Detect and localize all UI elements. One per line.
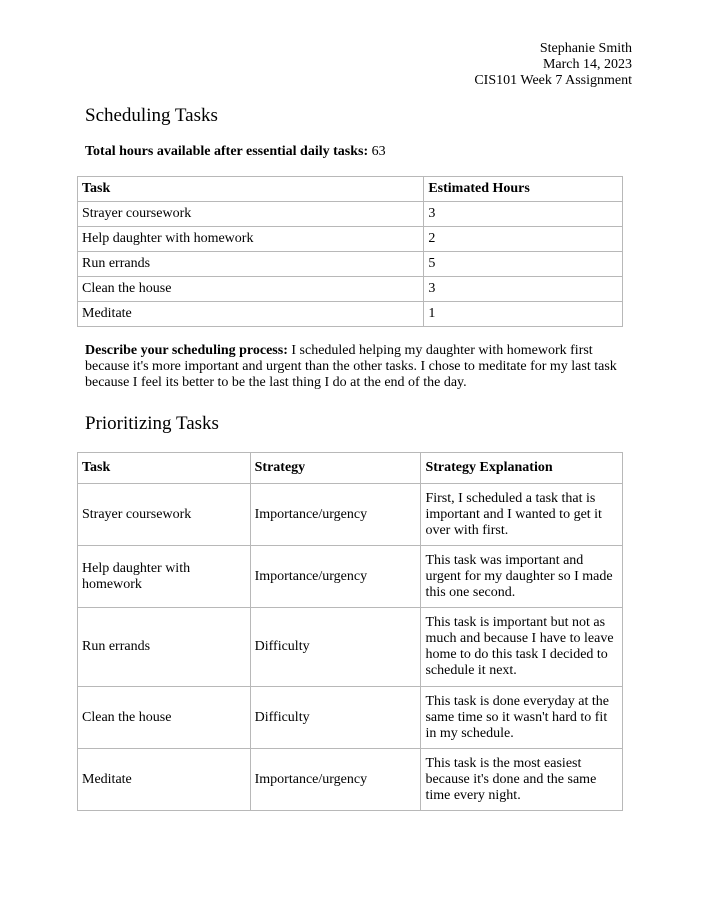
table-row [78,546,623,608]
document-header [474,41,632,89]
hours-value: 63 [371,144,386,159]
task-cell: Run errands [78,252,424,277]
table-row [78,252,623,277]
process-label: Describe your scheduling process: [85,343,288,358]
table-row [78,749,623,811]
task-cell: Strayer coursework [78,202,424,227]
task-cell: Strayer coursework [78,484,251,546]
hours-available [85,144,625,160]
hours-cell: 2 [424,227,623,252]
header-cell: Task [78,453,251,484]
author-name: Stephanie Smith [539,41,632,56]
explanation-cell: This task is important but not as much and because I have to leave home to do this task I decided to schedule it next. [421,608,623,687]
hours-cell: 1 [424,302,623,327]
strategy-cell: Difficulty [250,608,421,687]
header-cell: Strategy Explanation [421,453,623,484]
document-date: March 14, 2023 [542,57,632,72]
process-text: I scheduled helping my daughter with homework first because it's more important and urgent than the other tasks. I chose to meditate for my last task because I feel its better to be the last thing I do at the end of the day. [85,343,617,390]
explanation-cell: First, I scheduled a task that is important and I wanted to get it over with first. [421,484,623,546]
strategy-cell: Importance/urgency [250,484,421,546]
table-row [78,277,623,302]
scheduling-title: Scheduling Tasks [85,105,218,126]
hours-cell: 3 [424,277,623,302]
task-cell: Run errands [78,608,251,687]
strategy-cell: Importance/urgency [250,546,421,608]
explanation-cell: This task was important and urgent for my daughter so I made this one second. [421,546,623,608]
explanation-cell: This task is done everyday at the same time so it wasn't hard to fit in my schedule. [421,687,623,749]
strategy-cell: Importance/urgency [250,749,421,811]
table-row [78,608,623,687]
course-title: CIS101 Week 7 Assignment [474,73,632,88]
table-row [78,227,623,252]
hours-cell: 5 [424,252,623,277]
scheduling-table [77,176,623,327]
header-cell: Estimated Hours [424,177,623,202]
task-cell: Meditate [78,302,424,327]
explanation-cell: This task is the most easiest because it's done and the same time every night. [421,749,623,811]
task-cell: Meditate [78,749,251,811]
task-cell: Help daughter with homework [78,227,424,252]
strategy-cell: Difficulty [250,687,421,749]
task-cell: Clean the house [78,277,424,302]
table-header-row [78,177,623,202]
hours-label: Total hours available after essential daily tasks: [85,144,369,159]
prioritizing-title: Prioritizing Tasks [85,413,219,434]
table-row [78,484,623,546]
hours-cell: 3 [424,202,623,227]
table-row [78,687,623,749]
table-header-row [78,453,623,484]
table-row [78,202,623,227]
table-row [78,302,623,327]
task-cell: Help daughter with homework [78,546,251,608]
task-cell: Clean the house [78,687,251,749]
scheduling-process [85,343,625,391]
header-cell: Task [78,177,424,202]
prioritizing-table [77,452,623,811]
header-cell: Strategy [250,453,421,484]
